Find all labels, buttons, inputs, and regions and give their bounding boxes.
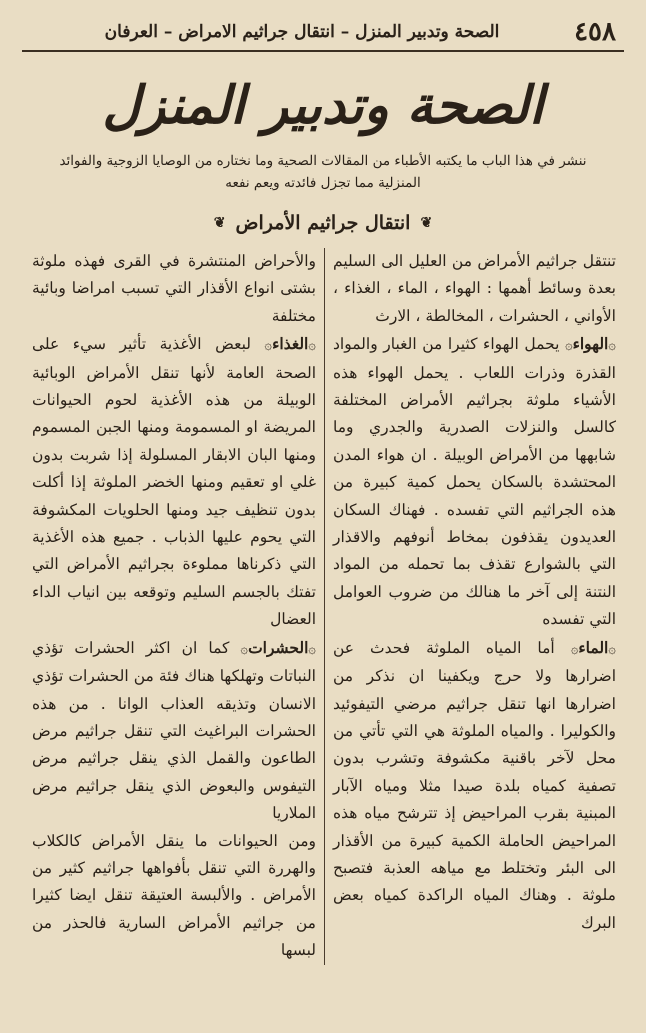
flower-ornament-icon: ۞ (264, 338, 273, 354)
paragraph (333, 248, 616, 330)
paragraph (32, 330, 316, 633)
article-columns (22, 248, 624, 965)
section-title: الصحة وتدبير المنزل (102, 75, 544, 136)
intro-text: ننشر في هذا الباب ما يكتبه الأطباء من المقالات الصحية وما نختاره من الوصايا الزوجية والفوائد المنزلية مما تجزل فائدته ويعم نفعه (59, 153, 587, 191)
paragraph-text: والأحراض المنتشرة في القرى فهذه ملوثة بشتى انواع الأقذار التي تسبب امراضا وبائية مختلفة (32, 252, 316, 325)
paragraph-heading: الماء (578, 637, 609, 657)
flower-ornament-icon: ۞ (240, 641, 249, 657)
paragraph (32, 828, 316, 965)
running-title: الصحة وتدبير المنزل – انتقال جراثيم الامراض – العرفان (104, 22, 500, 42)
paragraph (32, 634, 316, 828)
ornament-icon: ❦ (420, 215, 433, 231)
flower-ornament-icon: ۞ (608, 641, 616, 657)
paragraph-text: أما المياه الملوثة فحدث عن اضرارها ولا حرج ويكفينا ان نذكر من اضرارها انها تنقل جراثيم مرضي التيفوئيد والكوليرا . والمياه الملوثة هي التي تأتي من محل لآخر باقنية مكشوفة وتشرب بدون تصفية كمياه بلدة صيدا مثلا ومياه الآبار المبنية بقرب المراحيض إذ تترشح مياه هذه المراحيض الحاملة الكمية كبيرة من الأقذار الى البئر وتختلط مع مياهه العذبة فتصبح ملوثة . وهناك المياه الراكدة كمياه بعض البرك (333, 638, 616, 932)
paragraph-text: يحمل الهواء كثيرا من الغبار والمواد القذرة وذرات اللعاب . يحمل الهواء هذه الأشياء ملوثة بجراثيم الأمراض المختلفة كالسل والنزلات الصدرية والجدري وما شابهها من الأمراض الوبيلة . ان هواء المدن المحتشدة بالسكان يحمل كمية كبيرة من هذه الجراثيم التي تفسده . فهناك السكان العديدون يقذفون بمخاط أنوفهم والاقذار التي بالشوارع تقذف بما تحمله من المواد النتنة إلى آخر ما هنالك من ضروب العوامل التي تفسده (333, 335, 616, 629)
flower-ornament-icon: ۞ (608, 338, 616, 354)
paragraph-text: ومن الحيوانات ما ينقل الأمراض كالكلاب والهررة التي تنقل بأفواهها جراثيم كثير من الأمراض . والألبسة العتيقة تنقل ايضا كثيرا من جراثيم الأمراض السارية فالحذر من لبسها (32, 831, 316, 960)
article-title-row (22, 206, 624, 240)
flower-ornament-icon: ۞ (564, 338, 573, 354)
page-header (22, 14, 624, 52)
paragraph-text: كما ان اكثر الحشرات تؤذي النباتات وتهلكها هناك فئة من الحشرات تؤذي الانسان وتذيقه العذاب الوانا . من هذه الحشرات البراغيث التي تنقل جراثيم مرض الطاعون والقمل الذي ينقل جراثيم مرض التيفوس والبعوض الذي ينقل جراثيم مرض الملاريا (32, 638, 316, 823)
page-number: ٤٥٨ (574, 17, 616, 47)
paragraph (333, 634, 616, 937)
paragraph-heading: الغذاء (272, 334, 309, 354)
paragraph (333, 330, 616, 633)
flower-ornament-icon: ۞ (570, 641, 579, 657)
left-column (24, 248, 324, 965)
right-column (324, 248, 624, 965)
paragraph-heading: الهواء (572, 334, 609, 354)
flower-ornament-icon: ۞ (308, 338, 316, 354)
paragraph-heading: الحشرات (248, 637, 309, 657)
paragraph-text: تنتقل جراثيم الأمراض من العليل الى السليم بعدة وسائط أهمها : الهواء ، الماء ، الغذاء ، الأواني ، الحشرات ، المخالطة ، الارث (333, 252, 616, 325)
paragraph-text: لبعض الأغذية تأثير سيء على الصحة العامة لأنها تنقل الأمراض الوبائية الوبيلة من هذه الأغذية لحوم الحيوانات المريضة او المسمومة ومنها الجبن المسموم ومنها البان الابقار المسلولة إذا شربت بدون غلي او تعقيم ومنها الخضر الملوثة إذا أكلت بدون تنظيف جيد ومنها الحلويات المكشوفة التي يحوم عليها الذباب . جميع هذه الأغذية التي ذكرناها مملوءة بجراثيم الأمراض التي تفتك بالجسم السليم وتوقعه بين انياب الداء العضال (32, 335, 316, 629)
article-title: انتقال جراثيم الأمراض (235, 212, 411, 234)
ornament-icon: ❦ (213, 215, 226, 231)
paragraph (32, 248, 316, 330)
flower-ornament-icon: ۞ (308, 641, 316, 657)
